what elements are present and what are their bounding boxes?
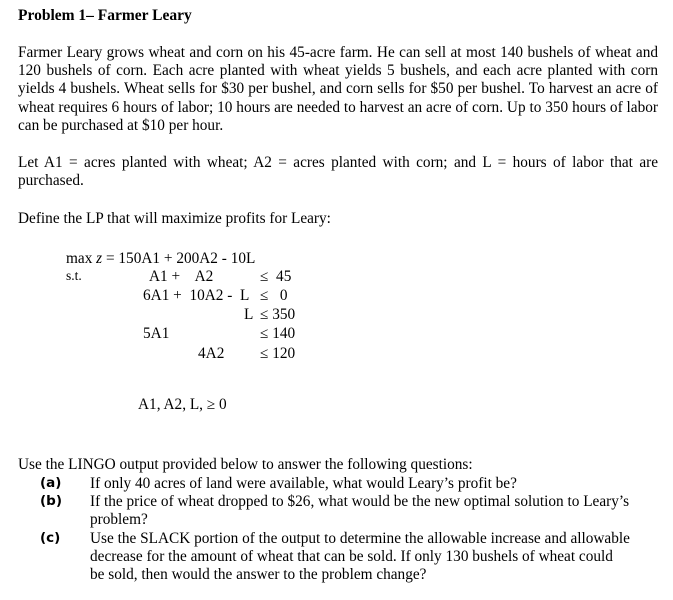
constraint-5-rhs: ≤ 120 [260,345,296,362]
question-b-text: If the price of wheat dropped to $26, what would be the new optimal solution to Leary’s problem? [90,493,630,529]
constraint-1-lhs: A1 + A2 [149,268,214,285]
define-paragraph: Define the LP that will maximize profits for Leary: [18,210,331,227]
constraint-2-rhs: ≤ 0 [260,287,288,304]
constraint-3-rhs: ≤ 350 [260,306,296,323]
subject-to-label: s.t. [66,268,82,283]
question-c-label: (c) [40,530,61,546]
constraint-3-lhs: L [244,306,254,323]
constraint-1-rhs: ≤ 45 [260,268,292,285]
lingo-instruction: Use the LINGO output provided below to answer the following questions: [18,456,473,473]
constraint-2-lhs: 6A1 + 10A2 - L [143,287,250,304]
objective-line [66,250,255,268]
objective-expression: = 150A1 + 200A2 - 10L [102,250,256,267]
question-a-label: (a) [40,475,62,491]
constraint-5-lhs: 4A2 [198,345,225,362]
question-c-text: Use the SLACK portion of the output to determine the allowable increase and allowable decrease for the amount of wheat that can be sold. If only 130 bushels of wheat could be sold, then would the answer to the problem change? [90,530,630,584]
constraint-4-lhs: 5A1 [143,325,170,342]
intro-paragraph: Farmer Leary grows wheat and corn on his 45-acre farm. He can sell at most 140 bushels of wheat and 120 bushels of corn. Each acre planted with wheat yields 5 bushels, and each acre planted with corn yields 4 bushels. Wheat sells for $30 per bushel, and corn sells for $50 per bushel. To harvest an acre of wheat requires 6 hours of labor; 10 hours are needed to harvest an acre of corn. Up to 350 hours of labor can be purchased at $10 per hour. [18,44,658,134]
nonnegativity-constraint: A1, A2, L, ≥ 0 [138,396,227,413]
variables-paragraph: Let A1 = acres planted with wheat; A2 = acres planted with corn; and L = hours of labor that are purchased. [18,154,658,190]
question-a-text: If only 40 acres of land were available, what would Leary’s profit be? [90,475,517,492]
question-b-label: (b) [40,493,63,509]
objective-variable: z [96,250,103,267]
problem-title: Problem 1– Farmer Leary [18,7,192,24]
constraint-4-rhs: ≤ 140 [260,325,296,342]
objective-prefix: max [66,250,97,267]
